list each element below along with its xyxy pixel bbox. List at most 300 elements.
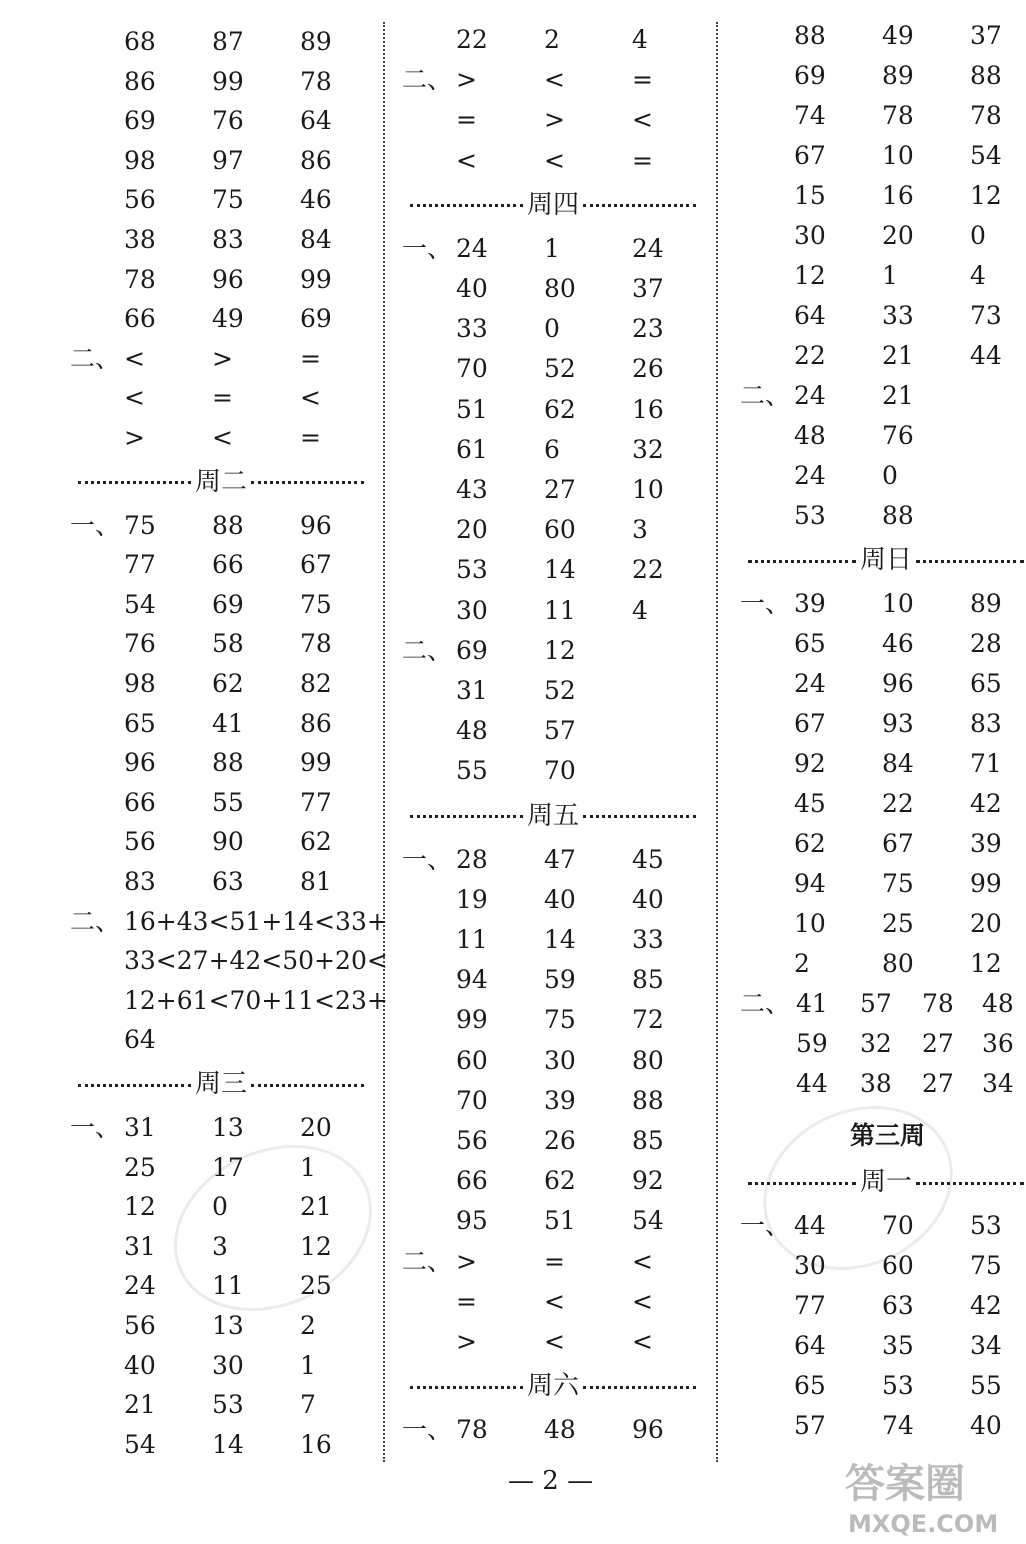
answer-value: < bbox=[544, 145, 565, 175]
answer-value: 90 bbox=[212, 827, 244, 857]
answer-value: 52 bbox=[544, 676, 576, 705]
answer-value: 20 bbox=[456, 515, 488, 545]
question-label: 一、 bbox=[402, 233, 453, 263]
answer-value: 26 bbox=[632, 354, 664, 384]
answer-value: 14 bbox=[212, 1429, 244, 1459]
answer-value: 35 bbox=[882, 1331, 914, 1360]
answer-value: 33 bbox=[632, 925, 664, 954]
answer-value: 75 bbox=[300, 589, 332, 619]
answer-expression: 12+61<70+11<23+ bbox=[124, 985, 388, 1015]
answer-value: 14 bbox=[544, 925, 576, 954]
answer-value: 64 bbox=[794, 301, 826, 330]
answer-value: 38 bbox=[860, 1069, 892, 1098]
answer-value: 84 bbox=[300, 225, 332, 254]
answer-value: 44 bbox=[794, 1211, 826, 1240]
answer-value: 24 bbox=[794, 381, 826, 410]
answer-value: 62 bbox=[212, 669, 244, 698]
answer-value: < bbox=[632, 1286, 653, 1316]
answer-value: 56 bbox=[124, 185, 156, 215]
answer-value: 13 bbox=[212, 1113, 244, 1142]
answer-value: = bbox=[544, 1246, 565, 1276]
answer-value: > bbox=[544, 105, 565, 135]
answer-value: 12 bbox=[544, 635, 576, 665]
answer-row bbox=[742, 704, 1026, 744]
answer-value: 81 bbox=[300, 867, 332, 896]
question-label: 一、 bbox=[70, 510, 121, 540]
dotted-leader bbox=[583, 204, 696, 207]
answer-row bbox=[742, 744, 1026, 784]
answer-value: < bbox=[212, 423, 233, 452]
answer-value: 47 bbox=[544, 844, 576, 874]
answer-value: 66 bbox=[124, 304, 156, 334]
answer-value: 2 bbox=[544, 25, 560, 54]
answer-value: 85 bbox=[632, 1126, 664, 1155]
answer-value: 71 bbox=[970, 749, 1002, 778]
answer-value: 17 bbox=[212, 1152, 244, 1182]
answer-row bbox=[72, 545, 372, 585]
answer-value: 58 bbox=[212, 629, 244, 659]
answer-value: 51 bbox=[456, 394, 488, 424]
answer-value: < bbox=[632, 1327, 653, 1356]
answer-value: < bbox=[124, 383, 145, 413]
answer-row bbox=[72, 1227, 372, 1267]
answer-value: 48 bbox=[456, 716, 488, 746]
answer-value: 64 bbox=[794, 1331, 826, 1360]
answer-value: 24 bbox=[794, 669, 826, 698]
answer-value: 12 bbox=[970, 181, 1002, 210]
answer-value: 96 bbox=[124, 748, 156, 778]
answer-row bbox=[404, 470, 704, 510]
answer-row bbox=[404, 631, 704, 671]
answer-row bbox=[72, 378, 372, 418]
answer-row bbox=[72, 624, 372, 664]
dotted-leader bbox=[748, 1182, 856, 1185]
answer-value: < bbox=[544, 1327, 565, 1356]
answer-value: 63 bbox=[882, 1291, 914, 1320]
answer-value: 33 bbox=[456, 314, 488, 344]
answer-value: 70 bbox=[456, 1085, 488, 1115]
answer-value: 48 bbox=[982, 989, 1014, 1018]
answer-value: 23 bbox=[632, 314, 664, 344]
answer-row bbox=[72, 141, 372, 181]
answer-expression: 64 bbox=[124, 1025, 156, 1055]
answer-row bbox=[72, 506, 372, 546]
question-label: 二、 bbox=[402, 635, 453, 665]
answer-row bbox=[72, 1108, 372, 1148]
day-title: 周五 bbox=[527, 800, 580, 831]
answer-value: 57 bbox=[544, 716, 576, 746]
answer-value: 89 bbox=[970, 589, 1002, 618]
answer-row bbox=[742, 1206, 1026, 1246]
question-label: 一、 bbox=[402, 844, 453, 874]
answer-value: 34 bbox=[970, 1331, 1002, 1360]
answer-value: 54 bbox=[124, 589, 156, 619]
answer-value: 20 bbox=[300, 1113, 332, 1142]
answer-value: 10 bbox=[632, 475, 664, 504]
answer-value: 22 bbox=[456, 25, 488, 54]
week-title: 第三周 bbox=[850, 1121, 926, 1150]
answer-value: 7 bbox=[300, 1390, 316, 1420]
answer-row bbox=[72, 1385, 372, 1425]
answer-row bbox=[72, 22, 372, 62]
answer-value: 44 bbox=[970, 341, 1002, 370]
answer-value: > bbox=[456, 65, 477, 95]
answer-value: 69 bbox=[794, 61, 826, 90]
dotted-leader bbox=[251, 1084, 364, 1087]
day-header bbox=[78, 462, 364, 502]
answer-value: 80 bbox=[632, 1045, 664, 1075]
answer-row bbox=[72, 339, 372, 379]
day-header bbox=[78, 1064, 364, 1104]
answer-value: 57 bbox=[794, 1411, 826, 1440]
answer-value: 67 bbox=[882, 829, 914, 858]
answer-value: 0 bbox=[882, 461, 898, 490]
answer-row bbox=[742, 1406, 1026, 1446]
answer-value: 62 bbox=[300, 827, 332, 857]
answer-row bbox=[72, 220, 372, 260]
answer-value: 51 bbox=[544, 1206, 576, 1236]
answer-value: 75 bbox=[970, 1251, 1002, 1280]
answer-row bbox=[404, 1410, 704, 1450]
day-title: 周四 bbox=[527, 189, 580, 220]
answer-row bbox=[404, 1081, 704, 1121]
answer-row bbox=[742, 904, 1026, 944]
answer-row bbox=[742, 496, 1026, 536]
answer-row bbox=[742, 1024, 1026, 1064]
answer-value: 96 bbox=[300, 510, 332, 540]
day-header bbox=[410, 796, 696, 836]
answer-value: 1 bbox=[300, 1350, 316, 1380]
answer-value: 0 bbox=[544, 314, 560, 344]
answer-value: 69 bbox=[212, 589, 244, 619]
answer-row bbox=[70, 902, 388, 942]
answer-row bbox=[72, 585, 372, 625]
answer-value: 30 bbox=[456, 595, 488, 625]
dotted-leader bbox=[410, 204, 523, 207]
answer-row bbox=[72, 1266, 372, 1306]
answer-value: = bbox=[212, 383, 233, 413]
answer-row bbox=[742, 376, 1026, 416]
day-header bbox=[748, 540, 1024, 580]
answer-value: 56 bbox=[456, 1126, 488, 1155]
answer-value: 99 bbox=[300, 748, 332, 778]
dotted-leader bbox=[916, 560, 1024, 563]
answer-value: 34 bbox=[982, 1069, 1014, 1098]
answer-value: 45 bbox=[632, 844, 664, 874]
answer-value: 66 bbox=[124, 787, 156, 817]
answer-value: 46 bbox=[300, 185, 332, 215]
answer-value: 31 bbox=[124, 1113, 156, 1142]
answer-value: 44 bbox=[796, 1069, 828, 1098]
answer-row bbox=[404, 880, 704, 920]
answer-value: 52 bbox=[544, 354, 576, 384]
answer-value: 78 bbox=[300, 629, 332, 659]
answer-value: 65 bbox=[794, 629, 826, 658]
answer-value: 38 bbox=[124, 225, 156, 254]
answer-value: 27 bbox=[922, 1029, 954, 1058]
question-label: 二、 bbox=[740, 381, 791, 410]
answer-value: 0 bbox=[970, 221, 986, 250]
answer-row bbox=[742, 176, 1026, 216]
answer-value: 98 bbox=[124, 669, 156, 698]
dotted-leader bbox=[410, 815, 523, 818]
answer-value: 62 bbox=[794, 829, 826, 858]
answer-row bbox=[404, 591, 704, 631]
answer-value: 64 bbox=[300, 106, 332, 136]
answer-value: 4 bbox=[632, 25, 648, 54]
answer-row bbox=[72, 704, 372, 744]
watermark-logo: 答案圈 bbox=[845, 1461, 965, 1507]
answer-row bbox=[72, 1425, 372, 1465]
answer-row bbox=[404, 1041, 704, 1081]
answer-value: 96 bbox=[632, 1415, 664, 1445]
answer-row bbox=[742, 216, 1026, 256]
answer-value: < bbox=[300, 383, 321, 413]
answer-value: 2 bbox=[794, 949, 810, 978]
day-header bbox=[410, 185, 696, 225]
answer-row bbox=[742, 984, 1026, 1024]
answer-value: = bbox=[632, 145, 653, 175]
answer-value: 21 bbox=[882, 341, 914, 370]
answer-value: 41 bbox=[212, 708, 244, 738]
answer-value: 30 bbox=[794, 221, 826, 250]
dotted-leader bbox=[78, 1084, 191, 1087]
answer-value: = bbox=[456, 1286, 477, 1316]
answer-row bbox=[404, 309, 704, 349]
question-label: 二、 bbox=[70, 906, 121, 936]
answer-value: 78 bbox=[922, 989, 954, 1018]
answer-row bbox=[404, 229, 704, 269]
answer-value: 82 bbox=[300, 669, 332, 698]
answer-value: 30 bbox=[212, 1350, 244, 1380]
dotted-leader bbox=[916, 1182, 1024, 1185]
answer-value: 12 bbox=[794, 261, 826, 290]
answer-value: 53 bbox=[882, 1371, 914, 1400]
answer-value: < bbox=[124, 343, 145, 373]
answer-value: 72 bbox=[632, 1005, 664, 1035]
answer-row bbox=[72, 1187, 372, 1227]
answer-value: 88 bbox=[212, 748, 244, 778]
answer-value: 78 bbox=[124, 264, 156, 294]
answer-row bbox=[742, 136, 1026, 176]
answer-value: 70 bbox=[544, 756, 576, 786]
answer-row bbox=[742, 1246, 1026, 1286]
answer-value: 78 bbox=[300, 66, 332, 96]
answer-value: 3 bbox=[632, 515, 648, 545]
answer-value: 6 bbox=[544, 434, 560, 464]
answer-row bbox=[72, 862, 372, 902]
answer-row bbox=[404, 751, 704, 791]
answer-row bbox=[742, 584, 1026, 624]
answer-value: 54 bbox=[632, 1206, 664, 1236]
answer-value: 83 bbox=[970, 709, 1002, 738]
answer-value: 74 bbox=[882, 1411, 914, 1440]
answer-value: 0 bbox=[212, 1192, 228, 1222]
answer-row bbox=[72, 101, 372, 141]
answer-value: 22 bbox=[882, 789, 914, 818]
answer-value: 12 bbox=[300, 1231, 332, 1261]
answer-row bbox=[404, 100, 704, 140]
answer-value: 65 bbox=[124, 708, 156, 738]
answer-expression: 33<27+42<50+20< bbox=[124, 946, 388, 976]
question-label: 二、 bbox=[402, 1246, 453, 1276]
page-number: — 2 — bbox=[508, 1466, 594, 1496]
answer-value: = bbox=[456, 105, 477, 135]
answer-value: 25 bbox=[300, 1271, 332, 1301]
answer-value: 26 bbox=[544, 1126, 576, 1155]
answer-value: 78 bbox=[970, 101, 1002, 130]
answer-row bbox=[742, 456, 1026, 496]
answer-value: 40 bbox=[632, 884, 664, 914]
answer-value: 62 bbox=[544, 1166, 576, 1196]
answer-row bbox=[404, 711, 704, 751]
answer-value: = bbox=[300, 423, 321, 452]
answer-value: 3 bbox=[212, 1231, 228, 1261]
answer-value: 55 bbox=[212, 787, 244, 817]
answer-value: 24 bbox=[456, 233, 488, 263]
answer-row bbox=[742, 1064, 1026, 1104]
answer-value: 77 bbox=[124, 550, 156, 580]
answer-value: 80 bbox=[544, 274, 576, 303]
answer-value: 92 bbox=[794, 749, 826, 778]
dotted-leader bbox=[583, 1386, 696, 1389]
answer-value: 10 bbox=[794, 909, 826, 938]
answer-value: 66 bbox=[212, 550, 244, 580]
question-label: 一、 bbox=[740, 589, 791, 618]
answer-row bbox=[404, 60, 704, 100]
answer-value: 87 bbox=[212, 27, 244, 56]
answer-value: 28 bbox=[970, 629, 1002, 658]
answer-row bbox=[742, 16, 1026, 56]
answer-row bbox=[404, 960, 704, 1000]
answer-value: 21 bbox=[300, 1192, 332, 1222]
answer-value: 39 bbox=[544, 1085, 576, 1115]
answer-value: 53 bbox=[212, 1390, 244, 1420]
question-label: 一、 bbox=[70, 1113, 121, 1142]
answer-value: 24 bbox=[794, 461, 826, 490]
answer-value: 70 bbox=[882, 1211, 914, 1240]
answer-value: 69 bbox=[124, 106, 156, 136]
answer-value: 88 bbox=[970, 61, 1002, 90]
answer-value: 96 bbox=[882, 669, 914, 698]
answer-value: 75 bbox=[882, 869, 914, 898]
answer-value: 78 bbox=[882, 101, 914, 130]
column-divider bbox=[716, 22, 718, 1462]
watermark-url: MXQE.COM bbox=[848, 1510, 999, 1538]
answer-value: 46 bbox=[882, 629, 914, 658]
answer-value: 76 bbox=[124, 629, 156, 659]
answer-value: 24 bbox=[632, 233, 664, 263]
answer-value: > bbox=[456, 1246, 477, 1276]
answer-value: 65 bbox=[970, 669, 1002, 698]
answer-value: 36 bbox=[982, 1029, 1014, 1058]
answer-value: < bbox=[544, 1286, 565, 1316]
answer-value: 30 bbox=[794, 1251, 826, 1280]
answer-value: 94 bbox=[794, 869, 826, 898]
answer-row bbox=[72, 743, 372, 783]
answer-value: 61 bbox=[456, 434, 488, 464]
answer-value: 85 bbox=[632, 965, 664, 995]
answer-value: 56 bbox=[124, 827, 156, 857]
answer-row bbox=[404, 390, 704, 430]
answer-value: 55 bbox=[456, 756, 488, 786]
answer-row bbox=[72, 1306, 372, 1346]
answer-row bbox=[742, 864, 1026, 904]
answer-value: 89 bbox=[882, 61, 914, 90]
answer-value: 22 bbox=[794, 341, 826, 370]
answer-value: 27 bbox=[544, 475, 576, 504]
answer-value: 77 bbox=[794, 1291, 826, 1320]
answer-value: 42 bbox=[970, 1291, 1002, 1320]
answer-row bbox=[404, 1121, 704, 1161]
question-label: 二、 bbox=[740, 989, 791, 1018]
answer-value: 89 bbox=[300, 27, 332, 56]
answer-row bbox=[404, 1201, 704, 1241]
answer-value: 56 bbox=[124, 1311, 156, 1340]
answer-value: 67 bbox=[300, 550, 332, 580]
answer-value: 11 bbox=[212, 1271, 244, 1301]
answer-value: > bbox=[124, 423, 145, 452]
answer-value: 37 bbox=[970, 21, 1002, 50]
answer-value: 76 bbox=[212, 106, 244, 136]
answer-value: 1 bbox=[544, 233, 560, 263]
answer-value: 2 bbox=[300, 1311, 316, 1340]
answer-value: 45 bbox=[794, 789, 826, 818]
answer-value: < bbox=[632, 1246, 653, 1276]
answer-row bbox=[742, 944, 1026, 984]
answer-value: 80 bbox=[882, 949, 914, 978]
answer-row bbox=[72, 664, 372, 704]
day-header bbox=[410, 1366, 696, 1406]
answer-row bbox=[72, 783, 372, 823]
answer-value: 49 bbox=[882, 21, 914, 50]
answer-value: 20 bbox=[970, 909, 1002, 938]
answer-value: 94 bbox=[456, 965, 488, 995]
answer-row bbox=[742, 1326, 1026, 1366]
answer-value: 31 bbox=[124, 1231, 156, 1261]
answer-value: 93 bbox=[882, 709, 914, 738]
answer-value: 78 bbox=[456, 1415, 488, 1445]
answer-value: 60 bbox=[544, 515, 576, 545]
answer-value: 22 bbox=[632, 555, 664, 585]
answer-value: 86 bbox=[300, 708, 332, 738]
day-title: 周二 bbox=[195, 466, 248, 497]
answer-value: 99 bbox=[212, 66, 244, 96]
answer-value: > bbox=[456, 1327, 477, 1356]
answer-row bbox=[742, 624, 1026, 664]
answer-value: 62 bbox=[544, 394, 576, 424]
answer-value: 99 bbox=[456, 1005, 488, 1035]
question-label: 二、 bbox=[402, 65, 453, 95]
answer-row bbox=[72, 1346, 372, 1386]
dotted-leader bbox=[583, 815, 696, 818]
answer-value: 74 bbox=[794, 101, 826, 130]
answer-value: 30 bbox=[544, 1045, 576, 1075]
answer-value: 86 bbox=[124, 66, 156, 96]
answer-value: 13 bbox=[212, 1311, 244, 1340]
answer-row bbox=[404, 269, 704, 309]
day-header bbox=[748, 1162, 1024, 1202]
answer-value: < bbox=[632, 105, 653, 135]
answer-value: 33 bbox=[882, 301, 914, 330]
answer-value: 54 bbox=[970, 141, 1002, 170]
answer-expression: 16+43<51+14<33+ bbox=[124, 906, 388, 936]
answer-value: 1 bbox=[882, 261, 898, 290]
answer-row bbox=[742, 96, 1026, 136]
answer-value: 84 bbox=[882, 749, 914, 778]
answer-value: 57 bbox=[860, 989, 892, 1018]
dotted-leader bbox=[78, 481, 191, 484]
